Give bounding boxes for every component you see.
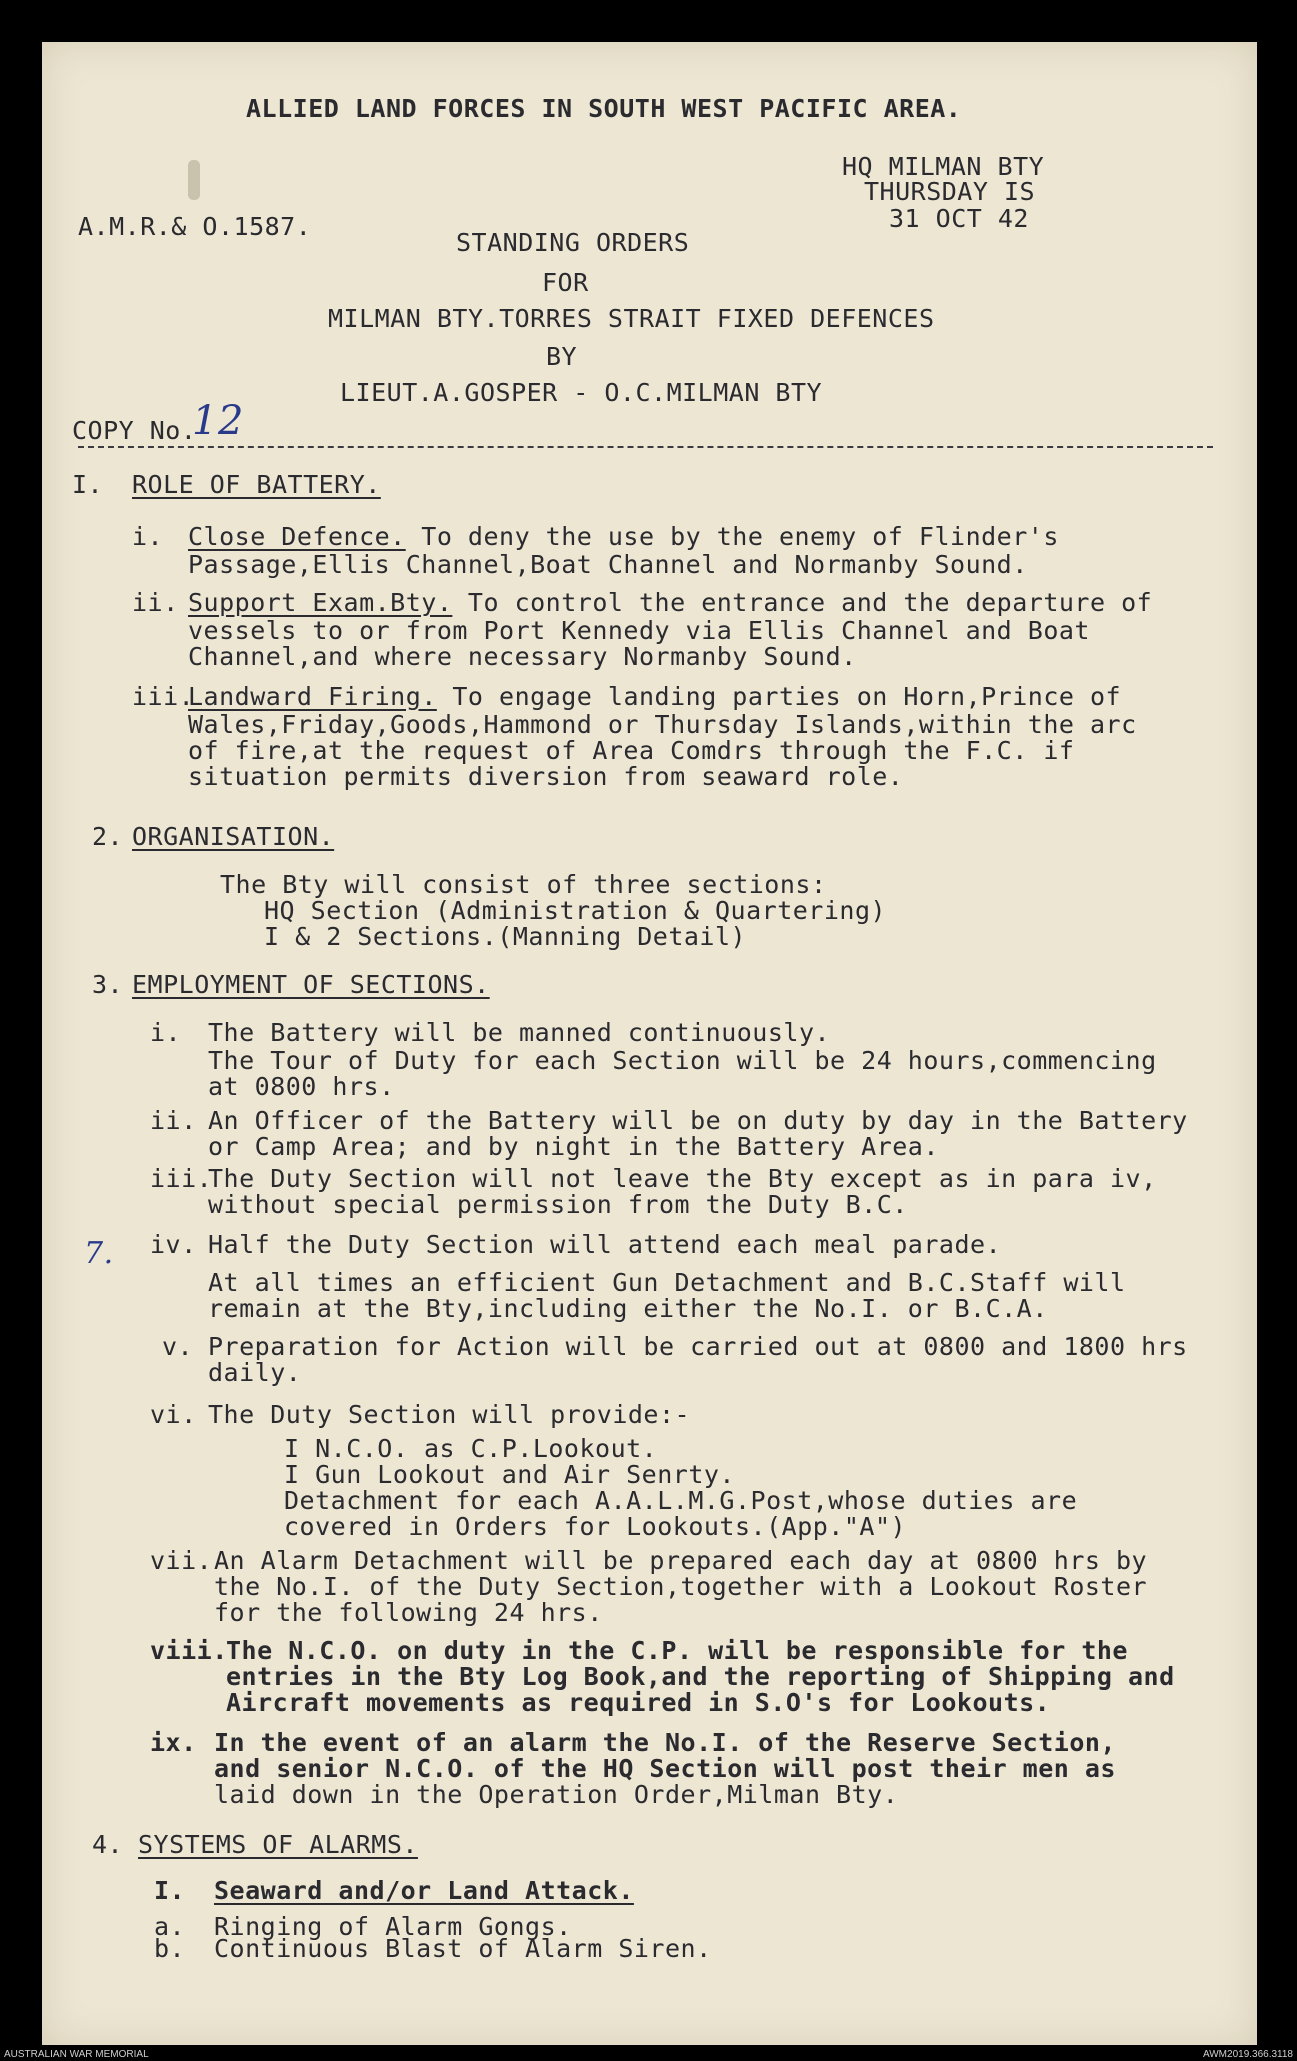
s1-item-iii-line-1 <box>188 682 1121 711</box>
footer-institution: AUSTRALIAN WAR MEMORIAL <box>4 2049 149 2060</box>
orders-heading-5: LIEUT.A.GOSPER - O.C.MILMAN BTY <box>340 378 823 407</box>
s3-item-viii-number: viii. <box>150 1636 228 1665</box>
section-2-title: ORGANISATION. <box>132 822 335 851</box>
s3-item-viii-line-2: entries in the Bty Log Book,and the reporting of Shipping and <box>226 1662 1175 1691</box>
punch-hole <box>188 160 200 200</box>
s3-item-vi-line-4: Detachment for each A.A.L.M.G.Post,whose duties are <box>284 1486 1078 1515</box>
s3-item-i-number: i. <box>150 1018 182 1047</box>
s3-item-ix-line-3: laid down in the Operation Order,Milman Bty. <box>214 1780 899 1809</box>
copy-number-handwritten: 12 <box>192 398 244 444</box>
s3-item-iv-line-1: Half the Duty Section will attend each meal parade. <box>208 1230 1002 1259</box>
s3-item-iv-line-2: At all times an efficient Gun Detachment and B.C.Staff will <box>208 1268 1126 1297</box>
section-2-number: 2. <box>92 822 124 851</box>
copy-label: COPY No. <box>72 416 197 445</box>
s3-item-v-line-2: daily. <box>208 1358 302 1387</box>
s3-item-ii-line-1: An Officer of the Battery will be on duty by day in the Battery <box>208 1106 1188 1135</box>
s3-item-ii-number: ii. <box>150 1106 197 1135</box>
s1-item-i-line-2: Passage,Ellis Channel,Boat Channel and Normanby Sound. <box>188 550 1028 579</box>
s2-line-2: HQ Section (Administration & Quartering) <box>264 896 887 925</box>
hq-date: 31 OCT 42 <box>889 204 1029 233</box>
s3-item-vi-line-1: The Duty Section will provide:- <box>208 1400 691 1429</box>
hq-line-2: THURSDAY IS <box>864 177 1036 206</box>
orders-heading-2: FOR <box>542 268 589 297</box>
footer-accession-number: AWM2019.366.3118 <box>1202 2049 1293 2060</box>
s3-item-viii-line-3: Aircraft movements as required in S.O's for Lookouts. <box>226 1688 1051 1717</box>
s2-line-1: The Bty will consist of three sections: <box>220 870 827 899</box>
s3-item-iv-line-3: remain at the Bty,including either the No.I. or B.C.A. <box>208 1294 1048 1323</box>
s3-item-ix-line-1: In the event of an alarm the No.I. of the Reserve Section, <box>214 1728 1116 1757</box>
s3-item-ix-line-2: and senior N.C.O. of the HQ Section will post their men as <box>214 1754 1116 1783</box>
s3-item-vi-line-3: I Gun Lookout and Air Senrty. <box>284 1460 735 1489</box>
s1-item-i-line-1 <box>188 522 1059 551</box>
reference-number: A.M.R.& O.1587. <box>78 212 312 241</box>
s3-item-v-number: v. <box>162 1332 194 1361</box>
orders-heading-3: MILMAN BTY.TORRES STRAIT FIXED DEFENCES <box>328 304 935 333</box>
s1-item-ii-number: ii. <box>132 588 179 617</box>
handwritten-margin-mark: 7. <box>84 1236 114 1271</box>
s3-item-i-line-3: at 0800 hrs. <box>208 1072 395 1101</box>
s3-item-ix-number: ix. <box>150 1728 197 1757</box>
s1-item-ii-title: Support Exam.Bty. <box>188 588 453 617</box>
s3-item-vi-line-2: I N.C.O. as C.P.Lookout. <box>284 1434 658 1463</box>
s1-item-iii-line-3: of fire,at the request of Area Comdrs through the F.C. if <box>188 736 1075 765</box>
s1-item-iii-number: iii. <box>132 682 195 711</box>
section-1-number: I. <box>72 470 104 499</box>
s1-item-i-number: i. <box>132 522 164 551</box>
s1-item-i-text: To deny the use by the enemy of Flinder's <box>405 522 1059 551</box>
s4-item-b-number: b. <box>154 1934 186 1963</box>
s3-item-ii-line-2: or Camp Area; and by night in the Battery Area. <box>208 1132 939 1161</box>
s3-item-vi-number: vi. <box>150 1400 197 1429</box>
s1-item-iii-text: To engage landing parties on Horn,Prince of <box>436 682 1122 711</box>
s1-item-iii-line-2: Wales,Friday,Goods,Hammond or Thursday Islands,within the arc <box>188 710 1137 739</box>
s2-line-3: I & 2 Sections.(Manning Detail) <box>264 922 747 951</box>
section-4-number: 4. <box>92 1830 124 1859</box>
s3-item-i-line-1: The Battery will be manned continuously. <box>208 1018 831 1047</box>
s3-item-v-line-1: Preparation for Action will be carried out at 0800 and 1800 hrs <box>208 1332 1188 1361</box>
s4-item-I-number: I. <box>154 1876 186 1905</box>
s3-item-iii-line-2: without special permission from the Duty B.C. <box>208 1190 908 1219</box>
s3-item-vi-line-5: covered in Orders for Lookouts.(App."A") <box>284 1512 907 1541</box>
s1-item-iii-title: Landward Firing. <box>188 682 437 711</box>
s3-item-iv-number: iv. <box>150 1230 197 1259</box>
s4-item-b-text: Continuous Blast of Alarm Siren. <box>214 1934 712 1963</box>
s3-item-vii-number: vii. <box>150 1546 213 1575</box>
header-divider <box>78 446 1213 448</box>
orders-heading-4: BY <box>546 342 578 371</box>
s1-item-iii-line-4: situation permits diversion from seaward role. <box>188 762 904 791</box>
s1-item-ii-line-1 <box>188 588 1152 617</box>
s4-item-a-number: a. <box>154 1912 186 1941</box>
document-title: ALLIED LAND FORCES IN SOUTH WEST PACIFIC AREA. <box>246 94 962 123</box>
section-3-title: EMPLOYMENT OF SECTIONS. <box>132 970 490 999</box>
s1-item-i-title: Close Defence. <box>188 522 406 551</box>
s1-item-ii-text: To control the entrance and the departure of <box>452 588 1153 617</box>
s3-item-i-line-2: The Tour of Duty for each Section will be 24 hours,commencing <box>208 1046 1157 1075</box>
s1-item-ii-line-3: Channel,and where necessary Normanby Sound. <box>188 642 857 671</box>
hq-line-1: HQ MILMAN BTY <box>842 152 1045 181</box>
document-page <box>42 42 1257 2045</box>
section-1-title: ROLE OF BATTERY. <box>132 470 381 499</box>
s3-item-vii-line-1: An Alarm Detachment will be prepared each day at 0800 hrs by <box>214 1546 1148 1575</box>
s3-item-viii-line-1: The N.C.O. on duty in the C.P. will be responsible for the <box>226 1636 1128 1665</box>
s3-item-iii-line-1: The Duty Section will not leave the Bty except as in para iv, <box>208 1164 1157 1193</box>
section-3-number: 3. <box>92 970 124 999</box>
s3-item-vii-line-3: for the following 24 hrs. <box>214 1598 603 1627</box>
s4-item-a-text: Ringing of Alarm Gongs. <box>214 1912 572 1941</box>
s4-item-I-title: Seaward and/or Land Attack. <box>214 1876 634 1905</box>
s3-item-iii-number: iii. <box>150 1164 213 1193</box>
s1-item-ii-line-2: vessels to or from Port Kennedy via Ellis Channel and Boat <box>188 616 1090 645</box>
s3-item-vii-line-2: the No.I. of the Duty Section,together with a Lookout Roster <box>214 1572 1148 1601</box>
section-4-title: SYSTEMS OF ALARMS. <box>138 1830 418 1859</box>
orders-heading-1: STANDING ORDERS <box>456 228 690 257</box>
